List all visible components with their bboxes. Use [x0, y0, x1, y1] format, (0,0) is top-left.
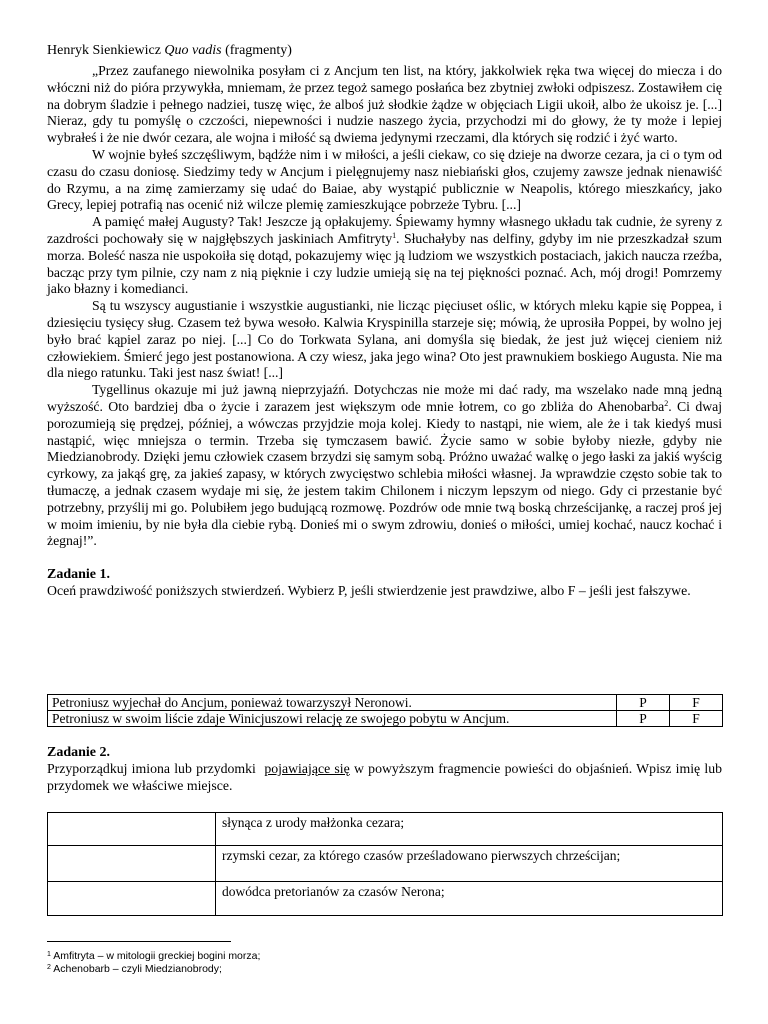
task1-heading: Zadanie 1.	[47, 567, 111, 583]
table-row	[48, 711, 723, 727]
task1-instruction: Oceń prawdziwość poniższych stwierdzeń. Wybierz P, jeśli stwierdzenie jest prawdziwe, albo F – jeśli jest fałszywe.	[47, 583, 691, 599]
instruction-underlined: pojawiające się	[264, 761, 350, 776]
passage-paragraph-2: W wojnie byłeś szczęśliwym, bądźże nim i w miłości, a jeśli ciekaw, co się dzieje na dworze cezara, ja ci o tym od czasu do czasu doniosę. Siedzimy tedy w Ancjum i pielęgnujemy nasz niebiański głos, czujemy zawsze jednak nienawiść do Rzymu, a na zimę zamierzamy się udać do Baiae, aby wystąpić publicznie w Neapolis, którego mieszkańcy, jako Grecy, lepiej potrafią nas ocenić niż wilcze plemię zamieszkujące pobrzeże Tybru. [...]	[47, 146, 722, 213]
paragraph-text: . Ci dwaj porozumieją się prędzej, później, a wówczas przyjdzie moja kolej. Kiedy to nastąpi, nie wiem, ale że i tak kiedyś musi nastąpić, więc mniejsza o termin. Trzeba się tymczasem bawić. Życie samo w sobie byłoby niezłe, gdyby nie Miedzianobrody. Dzięki jemu człowiek czasem brzydzi się samym sobą. Próżno uważać walkę o jego łaski za jakiś wyścig cyrkowy, za jakąś grę, za jakieś zapasy, w których zwycięstwo schlebia miłości własnej. Ja wprawdzie często sobie tak to tłumaczę, a jednak czasem wydaje mi się, że jestem takim Chilonem i niczym lepszym od niego. Gdy ci przestanie być potrzebny, przyślij mi go. Polubiłem jego budującą rozmowę. Pozdrów ode mnie twą boską chrześcijankę, a raczej proś jej w moim imieniu, by nie była dla ciebie rybą. Donieś mi o swym zdrowiu, donieś o miłości, umiej kochać, naucz kochać i żegnaj!”.	[47, 398, 722, 549]
document-title	[47, 42, 722, 59]
answer-true-option[interactable]: P	[617, 695, 670, 711]
instruction-text: w powyższym fragmencie powieści do objaśnień. Wpisz imię lub przydomek we właściwe miejsce.	[47, 761, 723, 793]
paragraph-text: Tygellinus okazuje mi już jawną nieprzyjaźń. Dotychczas nie może mi dać rady, ma wszelako nade mną jedną wyższość. Oto bardziej dba o życie i zarazem jest większym ode mnie łotrem, co go zbliża do Ahenobarba	[47, 382, 722, 414]
footnote-number: 2	[47, 964, 51, 971]
footnote-ref-2: 2	[664, 398, 669, 408]
table-row	[48, 813, 723, 846]
passage-paragraph-4: Są tu wszyscy augustianie i wszystkie augustianki, nie licząc pięciuset oślic, w których mleku kąpie się Poppea, i dziesięciu tysięcy sług. Czasem też bywa wesoło. Kalwia Kryspinilla starzeje się; mówią, że uprosiła Poppei, by wolno jej było brać kąpiel zaraz po niej. [...] Co do Torkwata Sylana, ani domyśla się biedak, że jest już więcej cieniem niż człowiekiem. Śmierć jego jest postanowiona. A czy wiesz, jaka jego wina? Oto jest prawnukiem boskiego Augusta. Nie ma dla niego ratunku. Taki jest nasz świat! [...]	[47, 298, 723, 381]
title-note: (fragmenty)	[225, 43, 292, 58]
footnote-ref-1: 1	[392, 230, 397, 240]
passage-paragraph-1: „Przez zaufanego niewolnika posyłam ci z Ancjum ten list, na który, jakkolwiek ręka twa więcej do miecza i do włóczni niż do pióra przywykła, mniemam, że przez tegoż samego posłańca bez zbytniej zwłoki odpiszesz. Zostawiłem cię na dobrym śladzie i pełnego nadziei, tuszę więc, że alboś już słodkie żądze w objęciach Ligii ukoił, albo że ukoisz je. [...] Nieraz, gdy tu pomyślę o czczości, niepewności i nudzie naszego życia, przychodzi mi do głowy, że ty może i lepiej wybrałeś i że nie dwór cezara, ale wojna i miłość są dwiema jedynymi rzeczami, dla których się rodzić i żyć warto.	[47, 63, 722, 146]
task2-heading: Zadanie 2.	[47, 745, 111, 760]
footnote-separator	[47, 941, 231, 942]
author-name: Henryk Sienkiewicz	[47, 43, 161, 58]
matching-table	[47, 812, 723, 916]
answer-true-option[interactable]: P	[617, 711, 670, 727]
answer-field[interactable]	[48, 813, 216, 846]
table-row	[48, 846, 723, 882]
footnote-2	[47, 963, 222, 975]
answer-false-option[interactable]: F	[670, 695, 723, 711]
description-cell: słynąca z urody małżonka cezara;	[216, 813, 723, 846]
footnote-text: Amfitryta – w mitologii greckiej bogini morza;	[53, 950, 261, 962]
answer-field[interactable]	[48, 846, 216, 882]
description-cell: rzymski cezar, za którego czasów prześladowano pierwszych chrześcijan;	[216, 846, 723, 882]
passage-paragraph-5	[47, 382, 722, 550]
passage-paragraph-3	[47, 214, 722, 298]
paragraph-text: . Słuchałyby nas delfiny, gdyby im nie przeszkadzał szum morza. Boleść nasza nie uspokoiła się dotąd, pokazujemy więc ją ludziom we wszystkich postaciach, jakich naucza rzeźba, bacząc przy tym pilnie, czy nam z nią pięknie i czy ludzie umieją się na tej piękności poznać. Ach, mój drogi! Pomrzemy jako błazny i komedianci.	[47, 230, 722, 297]
instruction-text: Przyporządkuj imiona lub przydomki	[47, 761, 256, 776]
table-row	[48, 695, 723, 711]
answer-false-option[interactable]: F	[670, 711, 723, 727]
statement-cell: Petroniusz wyjechał do Ancjum, ponieważ towarzyszył Neronowi.	[48, 695, 617, 711]
document-page	[47, 42, 722, 600]
statement-cell: Petroniusz w swoim liście zdaje Winicjuszowi relację ze swojego pobytu w Ancjum.	[48, 711, 617, 727]
true-false-table	[47, 694, 723, 727]
footnote-1	[47, 950, 260, 962]
footnote-text: Achenobarb – czyli Miedzianobrody;	[53, 963, 222, 975]
footnote-number: 1	[47, 951, 51, 958]
description-cell: dowódca pretorianów za czasów Nerona;	[216, 882, 723, 916]
task2-section	[47, 744, 722, 795]
answer-field[interactable]	[48, 882, 216, 916]
task2-instruction	[47, 761, 722, 795]
work-title: Quo vadis	[164, 43, 222, 58]
paragraph-text: A pamięć małej Augusty? Tak! Jeszcze ją opłakujemy. Śpiewamy hymny własnego układu tak cudnie, że syreny z zazdrości pochowały się w najgłębszych jaskiniach Amfitryty	[47, 214, 722, 246]
table-row	[48, 882, 723, 916]
